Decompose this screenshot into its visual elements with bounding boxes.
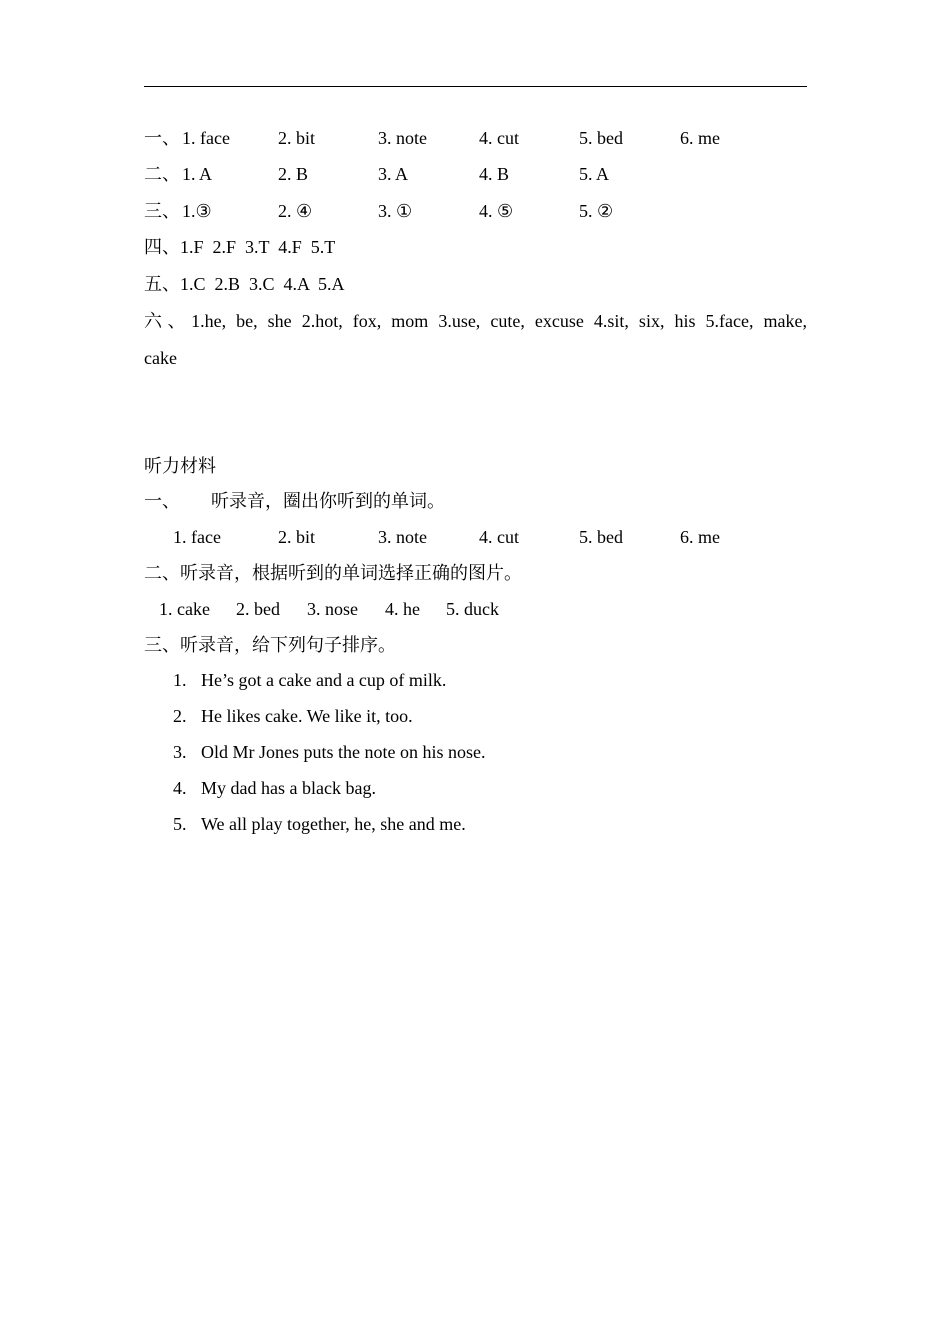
listening-section-1-prefix: 一、 [144, 491, 180, 511]
listening-section-2-heading: 二、听录音，根据听到的单词选择正确的图片。 [144, 563, 522, 583]
list-item-text: He likes cake. We like it, too. [201, 706, 413, 726]
answer-row-6 [144, 309, 807, 333]
listening-section-3-heading: 三、听录音，给下列句子排序。 [144, 635, 396, 655]
answer-row-1-item: 5. bed [579, 128, 623, 148]
answer-row-1-item: 6. me [680, 128, 720, 148]
header-rule [144, 86, 807, 87]
answer-row-3-item: 2. ④ [278, 201, 313, 221]
listening-word: 4. he [385, 599, 420, 619]
list-item-text: We all play together, he, she and me. [201, 814, 466, 834]
answer-row-3-item: 3. ① [378, 201, 413, 221]
answer-row-4-text: 1.F 2.F 3.T 4.F 5.T [180, 237, 336, 257]
list-item-number: 1. [173, 670, 187, 690]
list-item [0, 812, 950, 836]
listening-word: 1. face [173, 527, 221, 547]
answer-row-1-item: 3. note [378, 128, 427, 148]
answer-row-2-item: 3. A [378, 164, 409, 184]
answer-row-6-item: 5.face, make, [705, 311, 808, 331]
list-item [0, 740, 950, 764]
listening-word: 4. cut [479, 527, 519, 547]
list-item-number: 2. [173, 706, 187, 726]
listening-word: 5. bed [579, 527, 623, 547]
answer-row-1-item: 4. cut [479, 128, 519, 148]
answer-row-6-item: 4.sit, six, his [593, 311, 696, 331]
answer-row-5-prefix: 五、 [144, 274, 180, 294]
answer-row-2-item: 4. B [479, 164, 510, 184]
answer-row-3 [144, 199, 807, 223]
listening-section-1-heading-text: 听录音，圈出你听到的单词。 [211, 491, 445, 511]
listening-section-2-words [144, 597, 807, 621]
answer-row-1-item: 1. face [182, 128, 230, 148]
answer-row-1 [144, 126, 807, 150]
listening-word: 2. bit [278, 527, 316, 547]
answer-row-2-prefix: 二、 [144, 164, 180, 184]
answer-row-2-item: 5. A [579, 164, 610, 184]
answer-row-5-text: 1.C 2.B 3.C 4.A 5.A [180, 274, 345, 294]
list-item-text: My dad has a black bag. [201, 778, 376, 798]
listening-word: 3. nose [307, 599, 358, 619]
list-item-number: 3. [173, 742, 187, 762]
answer-row-6-item: 3.use, cute, excuse [438, 311, 584, 331]
list-item-text: Old Mr Jones puts the note on his nose. [201, 742, 486, 762]
listening-section-1-heading [144, 489, 807, 513]
answer-row-3-prefix: 三、 [144, 201, 180, 221]
list-item-number: 4. [173, 778, 187, 798]
answer-row-2-item: 1. A [182, 164, 213, 184]
answer-row-6-item: 2.hot, fox, mom [301, 311, 429, 331]
answer-row-6-continuation: cake [144, 348, 177, 368]
list-item-number: 5. [173, 814, 187, 834]
list-item-text: He’s got a cake and a cup of milk. [201, 670, 447, 690]
answer-row-1-item: 2. bit [278, 128, 316, 148]
list-item [0, 704, 950, 728]
answer-row-6-item: 1.he, be, she [191, 311, 292, 331]
listening-word: 3. note [378, 527, 427, 547]
answer-row-4 [144, 235, 335, 259]
answer-row-1-prefix: 一、 [144, 128, 180, 148]
listening-word: 5. duck [446, 599, 499, 619]
answer-row-4-prefix: 四、 [144, 237, 180, 257]
list-item [0, 776, 950, 800]
listening-word: 6. me [680, 527, 720, 547]
answer-row-3-item: 5. ② [579, 201, 614, 221]
list-item [0, 668, 950, 692]
answer-row-5 [144, 272, 345, 296]
answer-row-2 [144, 162, 807, 186]
listening-word: 1. cake [159, 599, 210, 619]
answer-row-3-item: 1.③ [182, 201, 212, 221]
listening-word: 2. bed [236, 599, 280, 619]
listening-title: 听力材料 [144, 456, 216, 476]
answer-row-2-item: 2. B [278, 164, 309, 184]
answer-row-3-item: 4. ⑤ [479, 201, 514, 221]
answer-row-6-prefix: 六、 [144, 311, 192, 331]
listening-section-1-words [144, 525, 807, 549]
